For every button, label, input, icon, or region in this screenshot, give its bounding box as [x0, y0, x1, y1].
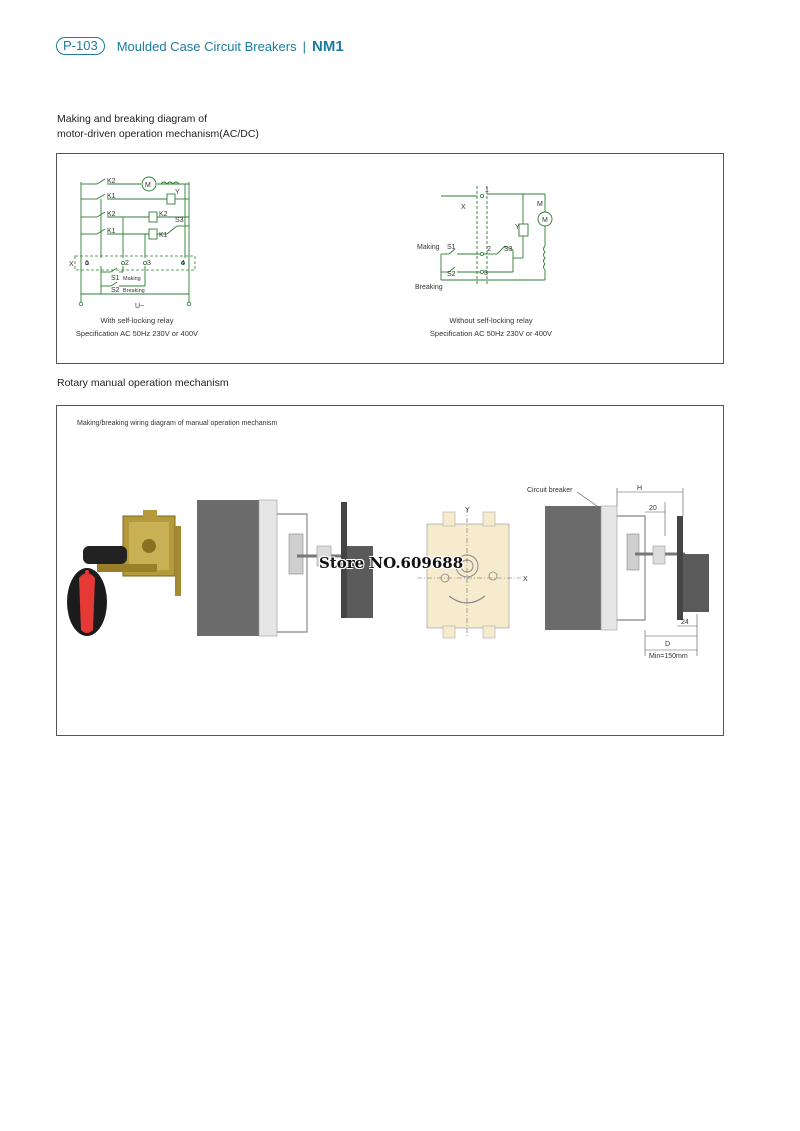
svg-text:Making: Making	[417, 244, 440, 251]
page-number-badge: P-103	[56, 37, 105, 55]
svg-text:Min=150mm: Min=150mm	[649, 653, 688, 660]
side-view-dimensioned	[545, 488, 709, 656]
svg-text:M: M	[542, 217, 548, 224]
svg-text:K2: K2	[107, 178, 116, 185]
page-header	[56, 36, 344, 56]
svg-text:S2: S2	[447, 271, 456, 278]
svg-text:X: X	[461, 204, 466, 211]
store-watermark: Store NO.609688	[319, 554, 464, 572]
svg-text:D: D	[665, 641, 671, 648]
svg-text:K1: K1	[159, 232, 168, 239]
left-caption-line2: Specification AC 50Hz 230V or 400V	[75, 329, 199, 338]
svg-text:Breaking: Breaking	[123, 288, 145, 294]
svg-text:S2: S2	[111, 287, 120, 294]
rotary-handle-photo	[67, 510, 181, 636]
right-diagram-labels	[415, 187, 548, 291]
svg-text:20: 20	[649, 505, 657, 512]
svg-text:S3: S3	[175, 217, 184, 224]
svg-text:M: M	[537, 201, 543, 208]
svg-text:S1: S1	[111, 275, 120, 282]
left-caption-line1: With self-locking relay	[100, 316, 174, 325]
svg-text:S3: S3	[504, 246, 513, 253]
svg-text:H: H	[637, 485, 643, 492]
svg-text:Y: Y	[175, 189, 180, 196]
right-caption-line1: Without self-locking relay	[449, 316, 533, 325]
manual-diagram-note: Making/breaking wiring diagram of manual operation mechanism	[77, 420, 278, 427]
svg-text:1: 1	[485, 187, 489, 194]
section2-title: Rotary manual operation mechanism	[57, 377, 229, 389]
left-circuit-lines	[81, 179, 189, 304]
mounting-plate-front	[417, 508, 521, 638]
motor-diagram-panel	[56, 153, 724, 364]
svg-text:4: 4	[181, 260, 185, 267]
svg-text:24: 24	[681, 619, 689, 626]
svg-text:K1: K1	[107, 228, 116, 235]
svg-text:3: 3	[484, 270, 488, 277]
header-model: NM1	[312, 37, 344, 55]
header-title: Moulded Case Circuit Breakers	[116, 38, 297, 54]
right-diagram-caption	[411, 314, 571, 340]
svg-text:Circuit breaker: Circuit breaker	[527, 487, 573, 494]
svg-text:K2: K2	[159, 211, 168, 218]
svg-text:U~: U~	[135, 303, 145, 310]
svg-text:Making: Making	[123, 276, 141, 282]
left-terminal-strip	[75, 256, 195, 270]
section1-title	[57, 112, 259, 142]
svg-text:M: M	[145, 182, 151, 189]
svg-text:2: 2	[487, 246, 491, 253]
section1-title-line1: Making and breaking diagram of	[57, 113, 208, 125]
svg-text:3: 3	[147, 260, 151, 267]
svg-text:X: X	[69, 261, 74, 268]
svg-text:K1: K1	[107, 193, 116, 200]
header-separator: |	[302, 38, 306, 54]
section1-title-line2: motor-driven operation mechanism(AC/DC)	[57, 128, 259, 140]
svg-text:1: 1	[85, 260, 89, 267]
svg-text:X: X	[523, 576, 528, 583]
svg-text:Breaking: Breaking	[415, 284, 443, 291]
svg-text:2: 2	[125, 260, 129, 267]
svg-text:S1: S1	[447, 244, 456, 251]
svg-text:Y: Y	[465, 507, 470, 514]
right-circuit-lines	[441, 194, 545, 280]
svg-text:K2: K2	[107, 211, 116, 218]
left-diagram-labels	[69, 178, 185, 310]
svg-text:Y: Y	[515, 224, 520, 231]
left-diagram-caption	[57, 314, 217, 340]
right-caption-line2: Specification AC 50Hz 230V or 400V	[429, 329, 553, 338]
manual-mechanism-panel	[56, 405, 724, 736]
